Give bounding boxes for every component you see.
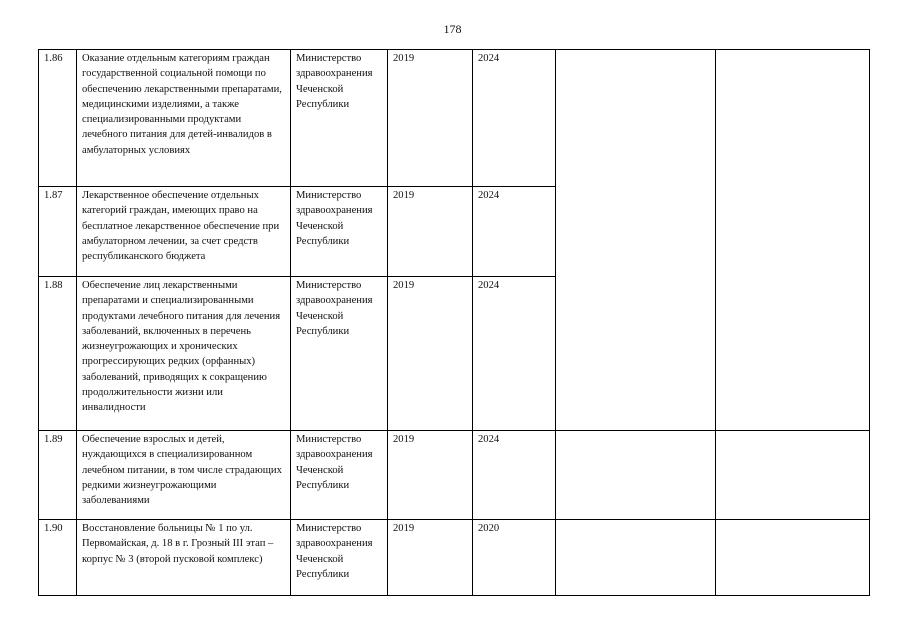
end-year: 2024 [473,187,556,277]
start-year: 2019 [388,50,473,187]
row-number: 1.88 [39,277,77,431]
end-year: 2020 [473,520,556,596]
start-year: 2019 [388,187,473,277]
activity-name: Обеспечение взрослых и детей, нуждающихся в специализированном лечебном питании, в том числе страдающих редкими жизнеугрожающими заболеваниями [77,431,291,520]
executor: Министерство здравоохранения Чеченской Республики [291,431,388,520]
start-year: 2019 [388,431,473,520]
activities-table [38,49,870,596]
end-year: 2024 [473,277,556,431]
activity-name: Обеспечение лиц лекарственными препаратами и специализированными продуктами лечебного питания для лечения заболеваний, включенных в перечень жизнеугрожающих и хронических прогрессирующих редких (орфанных) заболеваний, приводящих к сокращению продолжительности жизни или инвалидности [77,277,291,431]
empty-cell [716,520,870,596]
page-number: 178 [443,22,462,36]
empty-cell [556,431,716,520]
executor: Министерство здравоохранения Чеченской Республики [291,277,388,431]
executor: Министерство здравоохранения Чеченской Республики [291,50,388,187]
start-year: 2019 [388,277,473,431]
empty-cell-merged [716,50,870,431]
activity-name: Восстановление больницы № 1 по ул. Первомайская, д. 18 в г. Грозный III этап – корпус № 3 (второй пусковой комплекс) [77,520,291,596]
end-year: 2024 [473,431,556,520]
activity-name: Оказание отдельным категориям граждан государственной социальной помощи по обеспечению лекарственными препаратами, медицинскими изделиями, а также специализированными продуктами лечебного питания для детей-инвалидов в амбулаторных условиях [77,50,291,187]
empty-cell [556,520,716,596]
empty-cell [716,431,870,520]
row-number: 1.90 [39,520,77,596]
activity-name: Лекарственное обеспечение отдельных категорий граждан, имеющих право на бесплатное лекарственное обеспечение при амбулаторном лечении, за счет средств республиканского бюджета [77,187,291,277]
table-row [39,431,870,520]
executor: Министерство здравоохранения Чеченской Республики [291,520,388,596]
table-row [39,50,870,187]
end-year: 2024 [473,50,556,187]
row-number: 1.87 [39,187,77,277]
row-number: 1.89 [39,431,77,520]
executor: Министерство здравоохранения Чеченской Республики [291,187,388,277]
row-number: 1.86 [39,50,77,187]
start-year: 2019 [388,520,473,596]
table-row [39,520,870,596]
empty-cell-merged [556,50,716,431]
